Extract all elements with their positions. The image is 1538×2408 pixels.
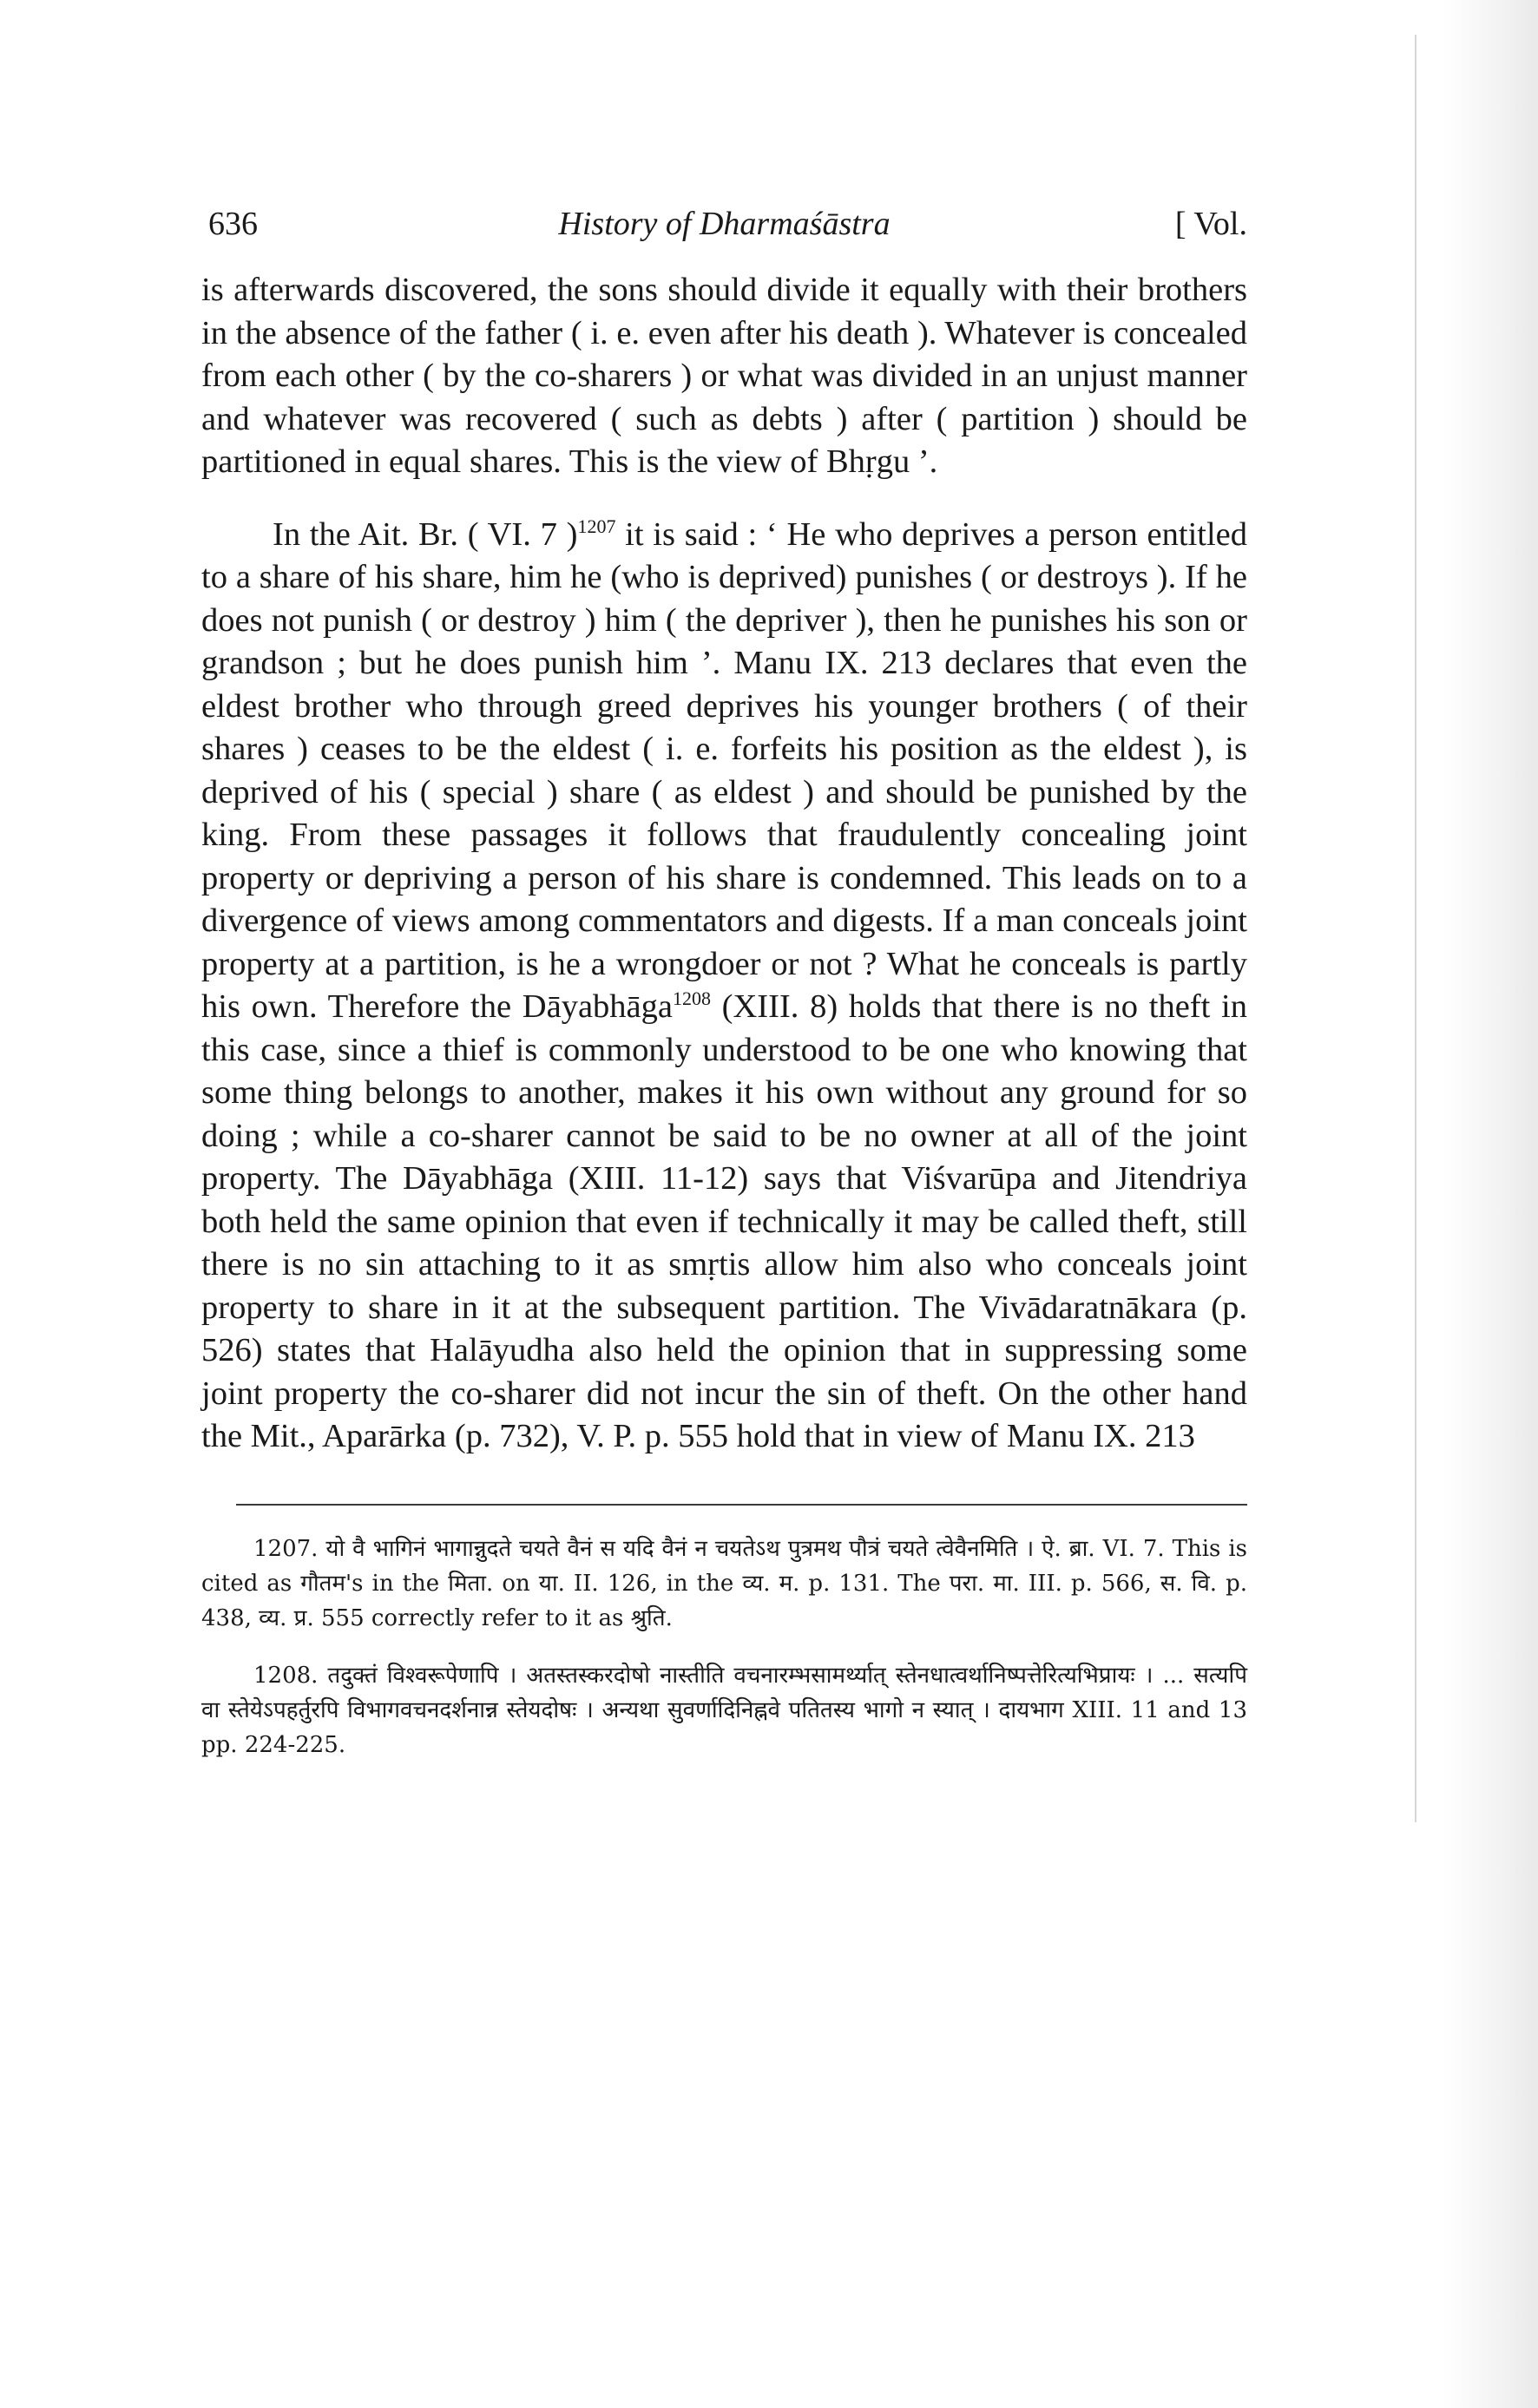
scan-margin-shadow (1443, 0, 1538, 2408)
footnotes (201, 1532, 1247, 1762)
paragraph-1 (201, 269, 1247, 484)
paragraph-2 (201, 514, 1247, 1459)
footnote-divider (236, 1504, 1247, 1506)
footnote-text: यो वै भागिनं भागान्नुदते चयते वैनं स यदि वैनं न चयतेऽथ पुत्रमथ पौत्रं चयते त्वेवैनमिति । ऐ. ब्रा. VI. 7. This is cited as गौतम's in the मिता. on या. II. 126, in the व्य. म. p. 131. The परा. मा. III. p. 566, स. वि. p. 438, व्य. प्र. 555 correctly refer to it as श्रुति. (201, 1535, 1247, 1631)
paragraph-2-text-a: In the Ait. Br. ( VI. 7 ) (273, 515, 578, 553)
running-head (201, 198, 1247, 250)
footnote-ref-1207[interactable]: 1207 (577, 515, 616, 537)
book-title: History of Dharmaśāstra (558, 206, 891, 242)
footnote-ref-1208[interactable]: 1208 (672, 987, 711, 1009)
document-page (201, 198, 1247, 1785)
paragraph-2-text-c: (XIII. 8) holds that there is no theft in this case, since a thief is commonly understood to be one who knowing that some thing belongs to another, makes it his own without any ground for so doing ; while a co-sharer cannot be said to be no owner at all of the joint property. The Dāyabhāga (XIII. 11-12) says that Viśvarūpa and Jitendriya both held the same opinion that even if technically it may be called theft, still there is no sin attaching to it as smṛtis allow him also who conceals joint property to share in it at the subsequent partition. The Vivādaratnākara (p. 526) states that Halāyudha also held the opinion that in suppressing some joint property the co-sharer did not incur the sin of theft. On the other hand the Mit., Aparārka (p. 732), V. P. p. 555 hold that in view of Manu IX. 213 (201, 988, 1247, 1454)
footnote-number: 1207. (253, 1535, 319, 1562)
volume-marker: [ Vol. (1174, 206, 1247, 242)
paragraph-2-text-b: it is said : ‘ He who deprives a person entitled to a share of his share, him he (who is deprived) punishes ( or destroys ). If he does not punish ( or destroy ) him ( the depriver ), then he punishes his son or grandson ; but he does punish him ’. Manu IX. 213 declares that even the eldest brother who through greed deprives his younger brothers ( of their shares ) ceases to be the eldest ( i. e. forfeits his position as the eldest ), is deprived of his ( special ) share ( as eldest ) and should be punished by the king. From these passages it follows that fraudulently concealing joint property or depriving a person of his share is condemned. This leads on to a divergence of views among commentators and digests. If a man conceals joint property at a partition, is he a wrongdoer or not ? What he conceals is partly his own. Therefore the Dāyabhāga (201, 515, 1248, 1025)
body-text (201, 269, 1247, 1459)
footnote-number: 1208. (253, 1662, 319, 1689)
footnote-1207 (201, 1532, 1247, 1636)
footnote-text: तदुक्तं विश्वरूपेणापि । अतस्तस्करदोषो नास्तीति वचनारम्भसामर्थ्यात् स्तेनधात्वर्थानिष्पत्तेरित्यभिप्रायः । ... सत्यपि वा स्तेयेऽपहर्तुरपि विभागवचनदर्शनान्न स्तेयदोषः । अन्यथा सुवर्णादिनिह्नवे पतितस्य भागो न स्यात् । दायभाग XIII. 11 and 13 pp. 224-225. (201, 1662, 1247, 1758)
footnote-1208 (201, 1658, 1247, 1762)
page-number: 636 (208, 206, 258, 242)
paragraph-1-text: is afterwards discovered, the sons should divide it equally with their brothers in the absence of the father ( i. e. even after his death ). Whatever is concealed from each other ( by the co-sharers ) or what was divided in an unjust manner and whatever was recovered ( such as debts ) after ( partition ) should be partitioned in equal shares. This is the view of Bhṛgu ’. (201, 272, 1247, 480)
scan-edge-line (1415, 35, 1416, 1822)
